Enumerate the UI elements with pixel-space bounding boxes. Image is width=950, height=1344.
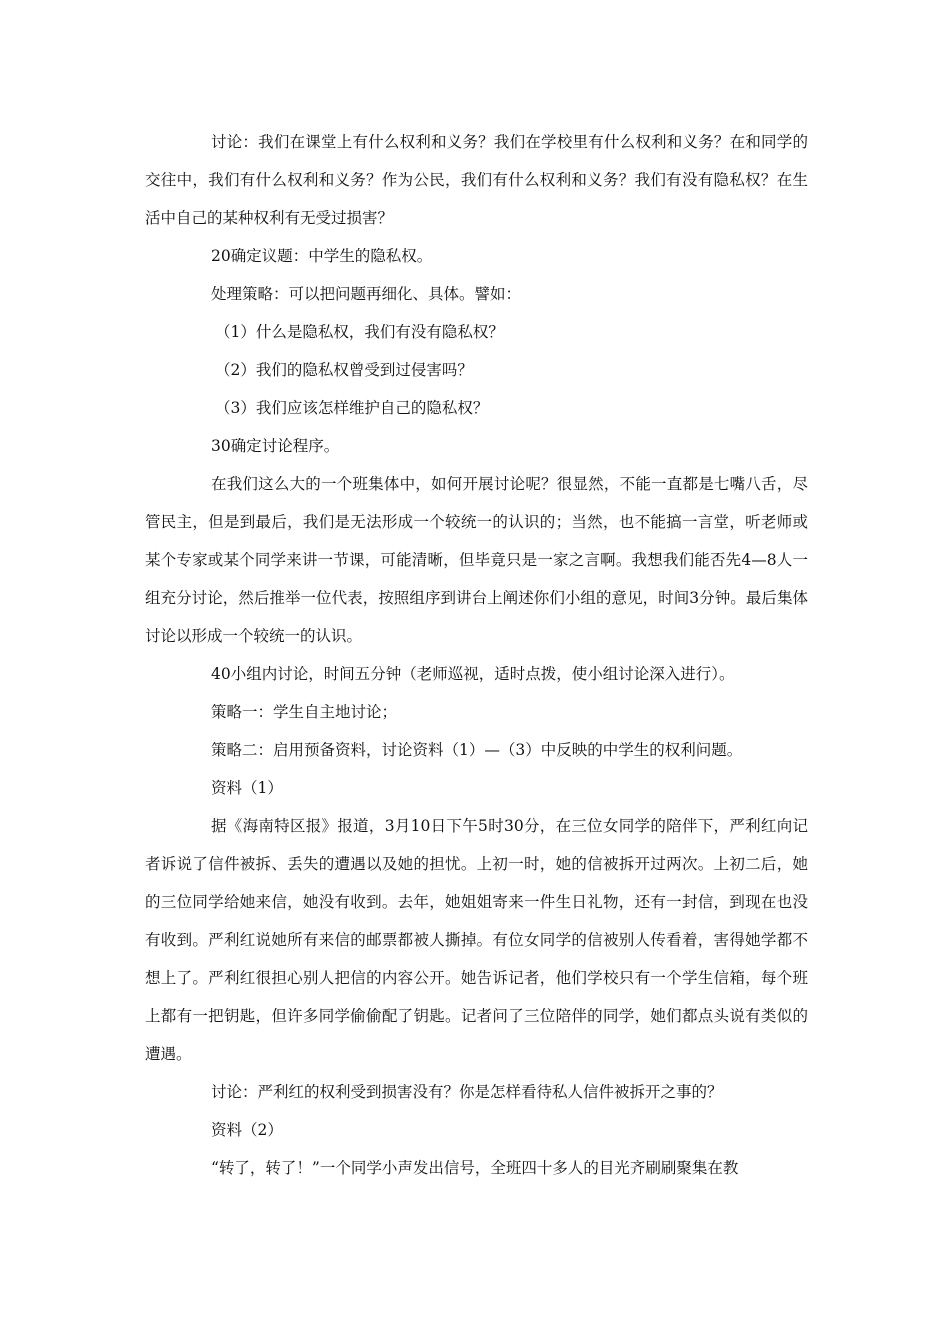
group-discussion-line: 40小组内讨论，时间五分钟（老师巡视，适时点拨，使小组讨论深入进行）。 bbox=[211, 665, 735, 683]
procedure-paragraph: 在我们这么大的一个班集体中，如何开展讨论呢？很显然，不能一直都是七嘴八舌，尽管民主，但是到最后，我们是无法形成一个较统一的认识的；当然，也不能搞一言堂，听老师或某个专家或某个同学来讲一节课，可能清晰，但毕竟只是一家之言啊。我想我们能否先4—8人一组充分讨论，然后推举一位代表，按照组序到讲台上阐述你们小组的意见，时间3分钟。最后集体讨论以形成一个较统一的认识。 bbox=[145, 475, 808, 645]
discussion-questions-paragraph: 讨论：我们在课堂上有什么权利和义务？我们在学校里有什么权利和义务？在和同学的交往中，我们有什么权利和义务？作为公民，我们有什么权利和义务？我们有没有隐私权？在生活中自己的某种权利有无受过损害？ bbox=[145, 133, 808, 227]
strategy-two-line: 策略二：启用预备资料，讨论资料（1）—（3）中反映的中学生的权利问题。 bbox=[211, 741, 743, 759]
topic-line: 20确定议题：中学生的隐私权。 bbox=[211, 247, 433, 265]
strategy-one-line: 策略一：学生自主地讨论； bbox=[211, 703, 398, 721]
list-item: （3）我们应该怎样维护自己的隐私权？ bbox=[215, 399, 489, 417]
strategy-line: 处理策略：可以把问题再细化、具体。譬如： bbox=[211, 285, 522, 303]
material-paragraph: 据《海南特区报》报道，3月10日下午5时30分，在三位女同学的陪伴下，严利红向记者诉说了信件被拆、丢失的遭遇以及她的担忧。上初一时，她的信被拆开过两次。上初二后，她的三位同学给她来信，她没有收到。去年，她姐姐寄来一件生日礼物，还有一封信，到现在也没有收到。严利红说她所有来信的邮票都被人撕掉。有位女同学的信被别人传看着，害得她学都不想上了。严利红很担心别人把信的内容公开。她告诉记者，他们学校只有一个学生信箱，每个班上都有一把钥匙，但许多同学偷偷配了钥匙。记者问了三位陪伴的同学，她们都点头说有类似的遭遇。 bbox=[145, 817, 808, 1063]
material-heading: 资料（2） bbox=[211, 1121, 283, 1139]
list-item: （1）什么是隐私权，我们有没有隐私权？ bbox=[215, 323, 504, 341]
list-item: （2）我们的隐私权曾受到过侵害吗？ bbox=[215, 361, 473, 379]
procedure-line: 30确定讨论程序。 bbox=[211, 437, 340, 455]
material-paragraph-start: “转了，转了！”一个同学小声发出信号，全班四十多人的目光齐刷刷聚集在教 bbox=[211, 1159, 739, 1177]
material-heading: 资料（1） bbox=[211, 779, 283, 797]
discussion-line: 讨论：严利红的权利受到损害没有？你是怎样看待私人信件被拆开之事的？ bbox=[211, 1083, 723, 1101]
